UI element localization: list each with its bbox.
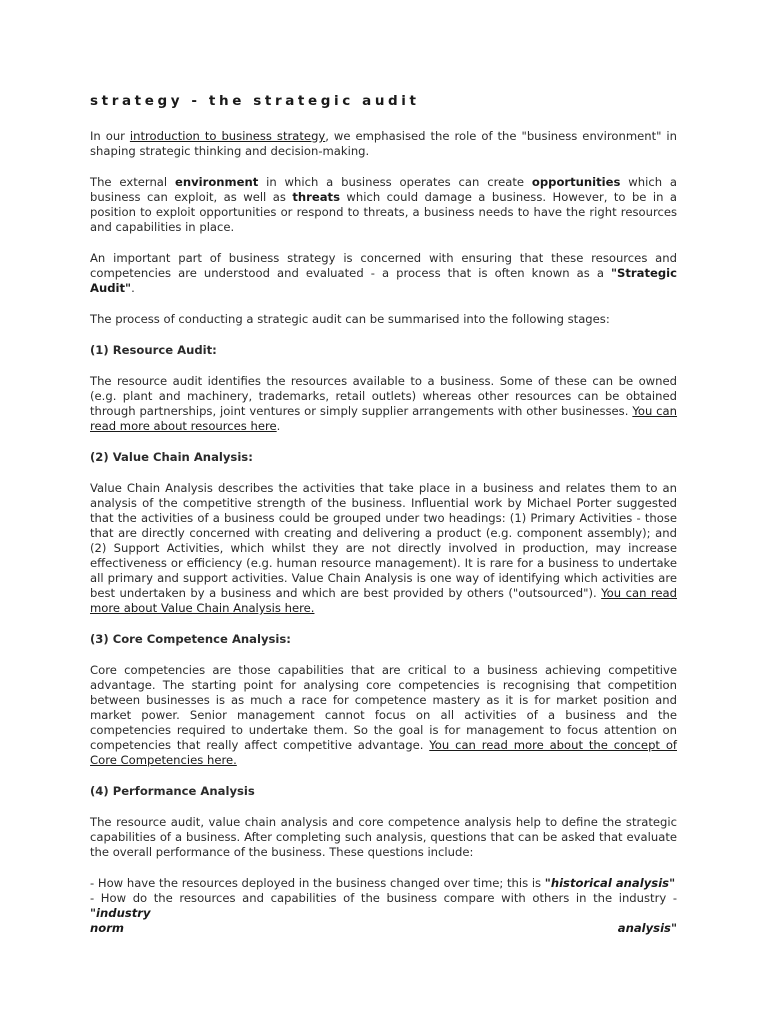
process-paragraph: The process of conducting a strategic audit can be summarised into the following stages: — [90, 312, 610, 326]
performance-paragraph: The resource audit, value chain analysis and core competence analysis help to define the strategic capabilities of a business. After completing such analysis, questions that can be asked that evaluate the overall performance of the business. These questions include: — [90, 815, 677, 859]
value-chain-heading: (2) Value Chain Analysis: — [90, 450, 253, 464]
env-bold-threats: threats — [292, 190, 340, 204]
environment-paragraph — [90, 175, 677, 235]
question-2-bold-a: "industry — [90, 906, 151, 920]
core-competence-heading: (3) Core Competence Analysis: — [90, 632, 291, 646]
value-chain-paragraph — [90, 481, 677, 616]
intro-text-2: , we emphasised the role of the "business environment" in shaping strategic thinking and decision-making. — [90, 129, 677, 158]
core-competencies-link[interactable]: You can read more about the concept of Core Competencies here. — [90, 738, 677, 767]
questions-list — [90, 876, 677, 936]
env-text-2: in which a business operates can create — [258, 175, 532, 189]
env-text-1: The external — [90, 175, 175, 189]
question-2-bold-b: norm — [90, 921, 125, 935]
core-competence-text: Core competencies are those capabilities that are critical to a business achieving competitive advantage. The starting point for analysing core competencies is recognising that competition between businesses is as much a race for competence mastery as it is for market position and market power. Senior management cannot focus on all activities of a business and the competencies required to undertake them. So the goal is for management to focus attention on competencies that really affect competitive advantage. — [90, 663, 677, 752]
question-2-text: - How do the resources and capabilities of the business compare with others in the industry - — [90, 891, 677, 905]
resource-audit-end: . — [276, 419, 281, 433]
question-2-bold-c: analysis" — [617, 921, 677, 935]
intro-paragraph — [90, 129, 677, 159]
resource-audit-paragraph — [90, 374, 677, 434]
business-strategy-link[interactable]: introduction to business strategy — [129, 129, 326, 143]
env-text-3: which a business can exploit, as well as — [90, 175, 678, 204]
strategic-audit-paragraph — [90, 251, 677, 296]
value-chain-link[interactable]: You can read more about Value Chain Analysis here. — [90, 586, 677, 615]
question-item-historical — [90, 876, 677, 891]
env-bold-opportunities: opportunities — [531, 175, 621, 189]
question-1-text: - How have the resources deployed in the business changed over time; this is — [90, 876, 545, 890]
resource-audit-heading: (1) Resource Audit: — [90, 343, 217, 357]
performance-heading: (4) Performance Analysis — [90, 784, 255, 798]
env-text-4: which could damage a business. However, to be in a position to exploit opportunities or respond to threats, a business needs to have the right resources and capabilities in place. — [90, 190, 678, 234]
value-chain-text: Value Chain Analysis describes the activities that take place in a business and relates them to an analysis of the competitive strength of the business. Influential work by Michael Porter suggested that the activities of a business could be grouped under two headings: (1) Primary Activities - those that are directly concerned with creating and delivering a product (e.g. component assembly); and (2) Support Activities, which whilst they are not directly involved in production, may increase effectiveness or efficiency (e.g. human resource management). It is rare for a business to undertake all primary and support activities. Value Chain Analysis is one way of identifying which activities are best undertaken by a business and which are best provided by others ("outsourced"). — [90, 481, 677, 600]
question-item-industry — [90, 891, 677, 921]
page-title: strategy - the strategic audit — [90, 93, 420, 109]
env-bold-environment: environment — [174, 175, 259, 189]
core-competence-paragraph — [90, 663, 677, 768]
audit-text: An important part of business strategy is concerned with ensuring that these resources and competencies are understood and evaluated - a process that is often known as a — [90, 251, 677, 280]
intro-text-1: In our — [90, 129, 130, 143]
question-item-industry-cont — [90, 921, 677, 936]
audit-text-end: . — [131, 281, 135, 295]
resources-link[interactable]: You can read more about resources here — [90, 404, 678, 433]
resource-audit-text: The resource audit identifies the resources available to a business. Some of these can be owned (e.g. plant and machinery, trademarks, retail outlets) whereas other resources can be obtained through partnerships, joint ventures or simply supplier arrangements with other businesses. — [90, 374, 677, 418]
audit-bold-term: "Strategic Audit" — [90, 266, 677, 295]
question-1-bold: "historical analysis" — [544, 876, 676, 890]
